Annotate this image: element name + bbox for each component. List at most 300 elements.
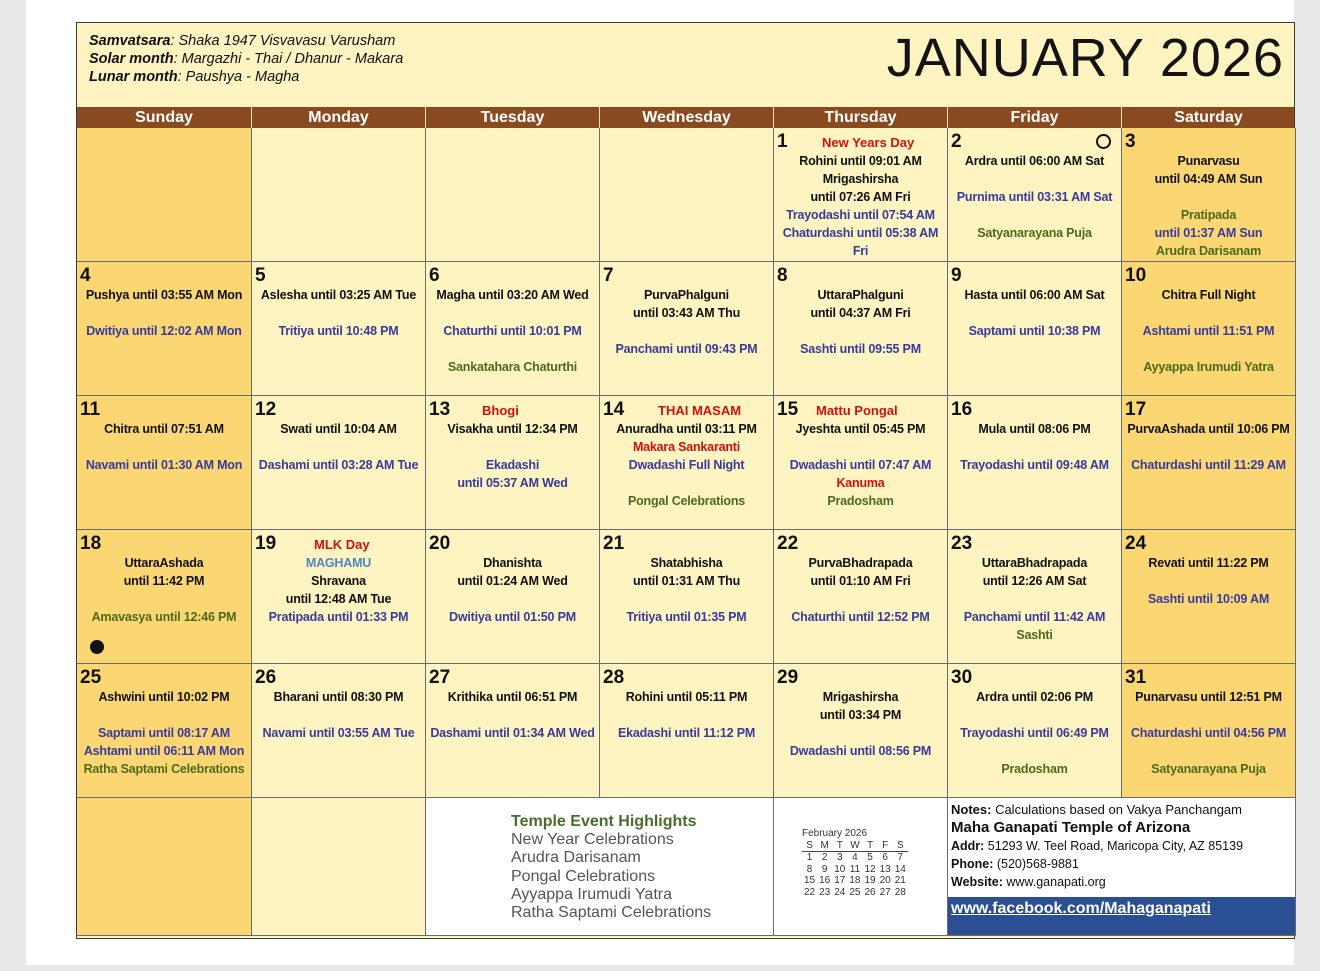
month-title: JANUARY 2026 <box>886 28 1284 88</box>
nakshatra-line: Kanuma <box>836 476 885 490</box>
spacer <box>1122 188 1295 206</box>
weekday-monday: Monday <box>252 107 426 128</box>
empty-day-cell[interactable] <box>252 128 426 262</box>
tithi-line: Ekadashi until 11:12 PM <box>617 726 756 740</box>
mini-calendar-table <box>802 840 908 899</box>
day-number: 26 <box>255 667 277 688</box>
day-details <box>774 688 947 760</box>
nakshatra-line: until 12:26 AM Sat <box>982 574 1087 588</box>
info-line <box>951 873 1243 891</box>
nakshatra-line: Aslesha until 03:25 AM Tue <box>260 288 417 302</box>
tithi-line: Panchami until 09:43 PM <box>615 342 758 356</box>
mini-day: 12 <box>864 863 876 875</box>
mini-day: 23 <box>819 886 831 898</box>
day-details <box>600 688 773 742</box>
mini-day: 27 <box>879 886 891 898</box>
nakshatra-line: Punarvasu <box>1177 154 1240 168</box>
event-line: Pradosham <box>827 494 894 508</box>
temple-info-box <box>948 798 1296 936</box>
mini-day: 19 <box>864 875 876 886</box>
day-cell-12[interactable] <box>252 396 426 530</box>
mini-day: 3 <box>837 852 843 863</box>
info-line <box>951 855 1243 873</box>
mini-day: 17 <box>834 875 846 886</box>
day-cell-21[interactable] <box>600 530 774 664</box>
nakshatra-line: Bharani until 08:30 PM <box>273 690 404 704</box>
spacer <box>948 438 1121 456</box>
event-line: Sashti <box>1016 628 1053 642</box>
nakshatra-line: until 01:10 AM Fri <box>810 574 911 588</box>
day-details <box>426 286 599 376</box>
tithi-line: Purnima until 03:31 AM Sat <box>956 190 1113 204</box>
tithi-line: Dwadashi Full Night <box>628 458 745 472</box>
spacer <box>774 724 947 742</box>
mini-weekday: M <box>817 840 832 852</box>
mini-calendar-box <box>774 798 948 936</box>
samvatsara-label: Samvatsara <box>89 33 171 49</box>
day-cell-4[interactable] <box>77 262 252 396</box>
day-details <box>426 688 599 742</box>
day-number: 14 <box>603 399 625 420</box>
phone-value: (520)568-9881 <box>993 857 1079 871</box>
holiday-label: New Years Day <box>822 135 915 150</box>
day-details <box>774 286 947 358</box>
mini-day: 8 <box>806 863 813 875</box>
nakshatra-line: Mrigashirsha <box>822 172 899 186</box>
nakshatra-line: Swati until 10:04 AM <box>280 422 397 436</box>
day-number: 16 <box>951 399 973 420</box>
spacer <box>774 590 947 608</box>
spacer <box>600 590 773 608</box>
nakshatra-line: Ardra until 02:06 PM <box>976 690 1093 704</box>
mini-day: 26 <box>864 886 876 898</box>
day-cell-11[interactable] <box>77 396 252 530</box>
event-line: Amavasya until 12:46 PM <box>91 610 237 624</box>
spacer <box>252 438 425 456</box>
mini-weekday: S <box>802 840 817 852</box>
event-line: Satyanarayana Puja <box>977 226 1092 240</box>
day-number: 27 <box>429 667 451 688</box>
day-cell-27[interactable] <box>426 664 600 798</box>
website-label: Website: <box>951 875 1003 889</box>
day-details <box>948 152 1121 242</box>
highlight-item: Pongal Celebrations <box>511 867 656 885</box>
highlight-item: Arudra Darisanam <box>511 849 641 867</box>
spacer <box>948 706 1121 724</box>
mini-day: 16 <box>819 875 831 886</box>
tithi-line: Sashti until 10:09 AM <box>1147 592 1270 606</box>
holiday-label: Mattu Pongal <box>816 403 898 418</box>
day-cell-3[interactable] <box>1122 128 1296 262</box>
day-cell-18[interactable] <box>77 530 252 664</box>
day-details <box>252 554 425 626</box>
holiday-label: Bhogi <box>482 403 519 418</box>
nakshatra-line: Shatabhisha <box>650 556 723 570</box>
phone-label: Phone: <box>951 857 994 871</box>
event-line: Pongal Celebrations <box>627 494 746 508</box>
day-cell-23[interactable] <box>948 530 1122 664</box>
day-cell-13[interactable] <box>426 396 600 530</box>
day-cell-10[interactable] <box>1122 262 1296 396</box>
day-cell-24[interactable] <box>1122 530 1296 664</box>
day-number: 28 <box>603 667 625 688</box>
day-cell-26[interactable] <box>252 664 426 798</box>
day-number: 24 <box>1125 533 1147 554</box>
spacer <box>426 304 599 322</box>
spacer <box>600 474 773 492</box>
mini-day: 15 <box>804 875 816 886</box>
spacer <box>1122 304 1295 322</box>
spacer <box>426 340 599 358</box>
tithi-line: Chaturdashi until 11:29 AM <box>1131 458 1286 472</box>
mini-day: 14 <box>894 863 906 875</box>
calendar <box>76 22 1295 939</box>
day-number: 22 <box>777 533 799 554</box>
nakshatra-line: Ashwini until 10:02 PM <box>98 690 230 704</box>
day-cell-17[interactable] <box>1122 396 1296 530</box>
weekday-saturday: Saturday <box>1122 107 1296 128</box>
nakshatra-line: Ardra until 06:00 AM Sat <box>964 154 1105 168</box>
nakshatra-line: Pushya until 03:55 AM Mon <box>85 288 243 302</box>
tithi-line: until 05:37 AM Wed <box>457 476 568 490</box>
spacer <box>252 706 425 724</box>
day-details <box>948 554 1121 644</box>
holiday-label: MLK Day <box>314 537 370 552</box>
tithi-line: Chaturthi until 12:52 PM <box>791 610 930 624</box>
tithi-line: Panchami until 11:42 AM <box>963 610 1106 624</box>
day-number: 30 <box>951 667 973 688</box>
day-details <box>1122 554 1295 608</box>
nakshatra-line: Rohini until 09:01 AM <box>799 154 922 168</box>
mini-day: 28 <box>894 886 906 898</box>
day-number: 17 <box>1125 399 1147 420</box>
samvatsara-value: Shaka 1947 Visvavasu Varusham <box>178 33 396 49</box>
spacer <box>1122 742 1295 760</box>
day-cell-16[interactable] <box>948 396 1122 530</box>
nakshatra-line: until 03:43 AM Thu <box>632 306 741 320</box>
tithi-line: Chaturthi until 10:01 PM <box>443 324 582 338</box>
day-number: 5 <box>255 265 266 286</box>
day-number: 9 <box>951 265 962 286</box>
solar-month-label: Solar month <box>89 51 174 67</box>
day-details <box>948 688 1121 778</box>
day-details <box>1122 152 1295 260</box>
nakshatra-line: Chitra until 07:51 AM <box>104 422 224 436</box>
spacer <box>77 438 251 456</box>
weekday-thursday: Thursday <box>774 107 948 128</box>
tithi-line: Trayodashi until 07:54 AM <box>786 208 935 222</box>
nakshatra-line: Visakha until 12:34 PM <box>447 422 578 436</box>
empty-day-cell[interactable] <box>600 128 774 262</box>
day-details <box>948 286 1121 340</box>
full-moon-icon <box>1096 134 1111 149</box>
spacer <box>600 322 773 340</box>
nakshatra-line: Dhanishta <box>483 556 542 570</box>
day-number: 8 <box>777 265 788 286</box>
day-cell-8[interactable] <box>774 262 948 396</box>
tithi-line: Dwitiya until 12:02 AM Mon <box>86 324 242 338</box>
mini-weekday: T <box>863 840 878 852</box>
tithi-line: Sashti until 09:55 PM <box>800 342 921 356</box>
spacer <box>948 170 1121 188</box>
mini-weekday: F <box>878 840 893 852</box>
nakshatra-line: Punarvasu until 12:51 PM <box>1135 690 1282 704</box>
tithi-line: Ekadashi <box>485 458 540 472</box>
weekday-friday: Friday <box>948 107 1122 128</box>
tithi-line: Ashtami until 11:51 PM <box>1142 324 1275 338</box>
mini-weekday: T <box>832 840 847 852</box>
notes-value: Calculations based on Vakya Panchangam <box>991 802 1242 817</box>
nakshatra-line: UttaraBhadrapada <box>981 556 1088 570</box>
tithi-line: Chaturdashi until 04:56 PM <box>1130 726 1287 740</box>
spacer <box>426 438 599 456</box>
day-number: 4 <box>80 265 91 286</box>
mini-day: 9 <box>821 863 828 875</box>
nakshatra-line: Hasta until 06:00 AM Sat <box>964 288 1105 302</box>
tithi-line: until 01:37 AM Sun <box>1154 226 1263 240</box>
nakshatra-line: UttaraAshada <box>124 556 204 570</box>
day-cell-6[interactable] <box>426 262 600 396</box>
day-cell-1[interactable] <box>774 128 948 262</box>
mini-day: 18 <box>849 875 861 886</box>
day-cell-5[interactable] <box>252 262 426 396</box>
info-line <box>951 819 1243 837</box>
address-value: 51293 W. Teel Road, Maricopa City, AZ 85139 <box>984 839 1244 853</box>
nakshatra-line: until 11:42 PM <box>123 574 205 588</box>
spacer <box>1122 706 1295 724</box>
mini-day: 25 <box>849 886 861 898</box>
day-number: 29 <box>777 667 799 688</box>
spacer <box>1122 340 1295 358</box>
day-details <box>77 420 251 474</box>
blank-cell <box>252 798 426 936</box>
event-line: Pratipada <box>1180 208 1237 222</box>
mini-day: 4 <box>852 852 858 863</box>
tithi-line: Tritiya until 01:35 PM <box>626 610 747 624</box>
day-details <box>774 554 947 626</box>
day-cell-30[interactable] <box>948 664 1122 798</box>
spacer <box>948 590 1121 608</box>
nakshatra-line: PurvaBhadrapada <box>808 556 913 570</box>
day-cell-2[interactable] <box>948 128 1122 262</box>
day-cell-14[interactable] <box>600 396 774 530</box>
tithi-line: Dashami until 01:34 AM Wed <box>430 726 595 740</box>
nakshatra-line: Jyeshta until 05:45 PM <box>795 422 926 436</box>
tithi-line: Saptami until 10:38 PM <box>968 324 1101 338</box>
mini-calendar-title: February 2026 <box>802 828 868 839</box>
event-line: Sankatahara Chaturthi <box>447 360 578 374</box>
day-details <box>774 420 947 510</box>
lunar-month-value: Paushya - Magha <box>185 69 300 85</box>
event-line: Pradosham <box>1001 762 1068 776</box>
day-number: 23 <box>951 533 973 554</box>
mini-day: 5 <box>867 852 873 863</box>
mini-day: 11 <box>849 863 861 875</box>
facebook-link[interactable]: www.facebook.com/Mahaganapati <box>951 900 1211 917</box>
weekday-tuesday: Tuesday <box>426 107 600 128</box>
nakshatra-line: Chitra Full Night <box>1161 288 1256 302</box>
day-cell-31[interactable] <box>1122 664 1296 798</box>
tithi-line: Chaturdashi until 05:38 AM Fri <box>782 226 939 258</box>
mini-day: 21 <box>894 875 906 886</box>
spacer <box>252 304 425 322</box>
spacer <box>77 706 251 724</box>
mini-day: 2 <box>821 852 828 863</box>
calendar-meta: Samvatsara: Shaka 1947 Visvavasu Varusham Solar month: Margazhi - Thai / Dhanur - Makara Lunar month: Paushya - Magha <box>89 33 404 85</box>
solar-month-value: Margazhi - Thai / Dhanur - Makara <box>181 51 404 67</box>
day-details <box>1122 286 1295 376</box>
spacer <box>426 590 599 608</box>
day-details <box>77 688 251 778</box>
day-cell-29[interactable] <box>774 664 948 798</box>
day-number: 11 <box>80 399 101 420</box>
holiday-label: THAI MASAM <box>658 403 742 418</box>
nakshatra-line: until 04:49 AM Sun <box>1154 172 1263 186</box>
day-number: 12 <box>255 399 277 420</box>
spacer <box>77 304 251 322</box>
spacer <box>948 304 1121 322</box>
tithi-line: Navami until 01:30 AM Mon <box>85 458 243 472</box>
nakshatra-line: PurvaPhalguni <box>644 288 729 302</box>
tithi-line: Trayodashi until 06:49 PM <box>960 726 1109 740</box>
nakshatra-line: until 07:26 AM Fri <box>810 190 911 204</box>
day-number: 25 <box>80 667 102 688</box>
lunar-month-label: Lunar month <box>89 69 178 85</box>
facebook-bar <box>948 897 1295 935</box>
tithi-line: Dwadashi until 07:47 AM <box>789 458 932 472</box>
spacer <box>1122 572 1295 590</box>
nakshatra-line: Mrigashirsha <box>822 690 899 704</box>
mini-day: 20 <box>879 875 891 886</box>
mini-weekday: W <box>847 840 862 852</box>
mini-day: 22 <box>804 886 816 898</box>
day-details <box>426 420 599 492</box>
event-line: Arudra Darisanam <box>1155 244 1262 258</box>
day-details <box>1122 420 1295 474</box>
new-moon-icon <box>90 640 104 654</box>
nakshatra-line: Anuradha until 03:11 PM <box>616 422 757 436</box>
tithi-line: Dwadashi until 08:56 PM <box>789 744 932 758</box>
mini-day: 10 <box>834 863 846 875</box>
day-details <box>252 688 425 742</box>
nakshatra-line: until 12:48 AM Tue <box>285 592 392 606</box>
day-cell-25[interactable] <box>77 664 252 798</box>
nakshatra-line: Revati until 11:22 PM <box>1148 556 1269 570</box>
event-line: Ratha Saptami Celebrations <box>83 762 245 776</box>
event-highlights <box>511 813 711 922</box>
website-value: www.ganapati.org <box>1002 875 1106 889</box>
calendar-sheet <box>26 0 1294 965</box>
temple-name: Maha Ganapati Temple of Arizona <box>951 819 1191 836</box>
mini-day: 1 <box>806 852 813 863</box>
day-details <box>77 286 251 340</box>
day-cell-20[interactable] <box>426 530 600 664</box>
mini-day: 24 <box>834 886 846 898</box>
day-details <box>948 420 1121 474</box>
nakshatra-line: until 03:34 PM <box>819 708 902 722</box>
blank-cell <box>77 798 252 936</box>
nakshatra-line: until 01:24 AM Wed <box>457 574 568 588</box>
tithi-line: Dwitiya until 01:50 PM <box>449 610 576 624</box>
day-number: 7 <box>603 265 614 286</box>
nakshatra-line: Krithika until 06:51 PM <box>447 690 578 704</box>
nakshatra-line: until 04:37 AM Fri <box>810 306 911 320</box>
day-details <box>426 554 599 626</box>
day-cell-9[interactable] <box>948 262 1122 396</box>
day-number: 6 <box>429 265 440 286</box>
empty-day-cell[interactable] <box>77 128 252 262</box>
empty-day-cell[interactable] <box>426 128 600 262</box>
day-details <box>600 286 773 358</box>
calendar-header <box>77 23 1294 107</box>
highlight-item: Ayyappa Irumudi Yatra <box>511 885 672 903</box>
spacer <box>948 206 1121 224</box>
event-line: Ayyappa Irumudi Yatra <box>1143 360 1274 374</box>
tithi-line: Saptami until 08:17 AM <box>98 726 230 740</box>
day-details <box>774 152 947 278</box>
highlights-title: Temple Event Highlights <box>511 813 697 830</box>
nakshatra-line: UttaraPhalguni <box>817 288 904 302</box>
day-details <box>600 420 773 510</box>
nakshatra-line: MAGHAMU <box>305 556 372 570</box>
mini-day: 6 <box>882 852 888 863</box>
day-details <box>77 554 251 626</box>
tithi-line: Ashtami until 06:11 AM Mon <box>83 744 245 758</box>
tithi-line: Trayodashi until 09:48 AM <box>960 458 1109 472</box>
info-line <box>951 837 1243 855</box>
event-line: Satyanarayana Puja <box>1151 762 1266 776</box>
tithi-line: Navami until 03:55 AM Tue <box>262 726 415 740</box>
address-label: Addr: <box>951 839 985 853</box>
day-cell-22[interactable] <box>774 530 948 664</box>
day-number: 1 <box>777 131 788 152</box>
nakshatra-line: Makara Sankaranti <box>632 440 741 454</box>
spacer <box>948 742 1121 760</box>
nakshatra-line: Magha until 03:20 AM Wed <box>436 288 589 302</box>
mini-calendar <box>802 828 908 898</box>
temple-info <box>951 801 1243 891</box>
day-number: 18 <box>80 533 102 554</box>
day-number: 10 <box>1125 265 1147 286</box>
info-line <box>951 801 1243 819</box>
tithi-line: Tritiya until 10:48 PM <box>278 324 399 338</box>
day-cell-28[interactable] <box>600 664 774 798</box>
highlight-item: Ratha Saptami Celebrations <box>511 904 712 922</box>
day-number: 21 <box>603 533 625 554</box>
day-details <box>252 420 425 474</box>
spacer <box>1122 438 1295 456</box>
nakshatra-line: until 01:31 AM Thu <box>632 574 741 588</box>
day-number: 2 <box>951 131 962 152</box>
day-details <box>600 554 773 626</box>
mini-weekday: S <box>893 840 908 852</box>
day-cell-19[interactable] <box>252 530 426 664</box>
spacer <box>426 706 599 724</box>
event-highlights-box <box>426 798 774 936</box>
nakshatra-line: PurvaAshada until 10:06 PM <box>1127 422 1290 436</box>
highlight-item: New Year Celebrations <box>511 831 674 849</box>
day-number: 13 <box>429 399 451 420</box>
tithi-line: Pratipada until 01:33 PM <box>268 610 409 624</box>
notes-label: Notes: <box>951 802 992 817</box>
weekday-wednesday: Wednesday <box>600 107 774 128</box>
day-cell-15[interactable] <box>774 396 948 530</box>
weekday-sunday: Sunday <box>77 107 252 128</box>
spacer <box>600 706 773 724</box>
day-number: 15 <box>777 399 799 420</box>
nakshatra-line: Rohini until 05:11 PM <box>625 690 748 704</box>
day-cell-7[interactable] <box>600 262 774 396</box>
